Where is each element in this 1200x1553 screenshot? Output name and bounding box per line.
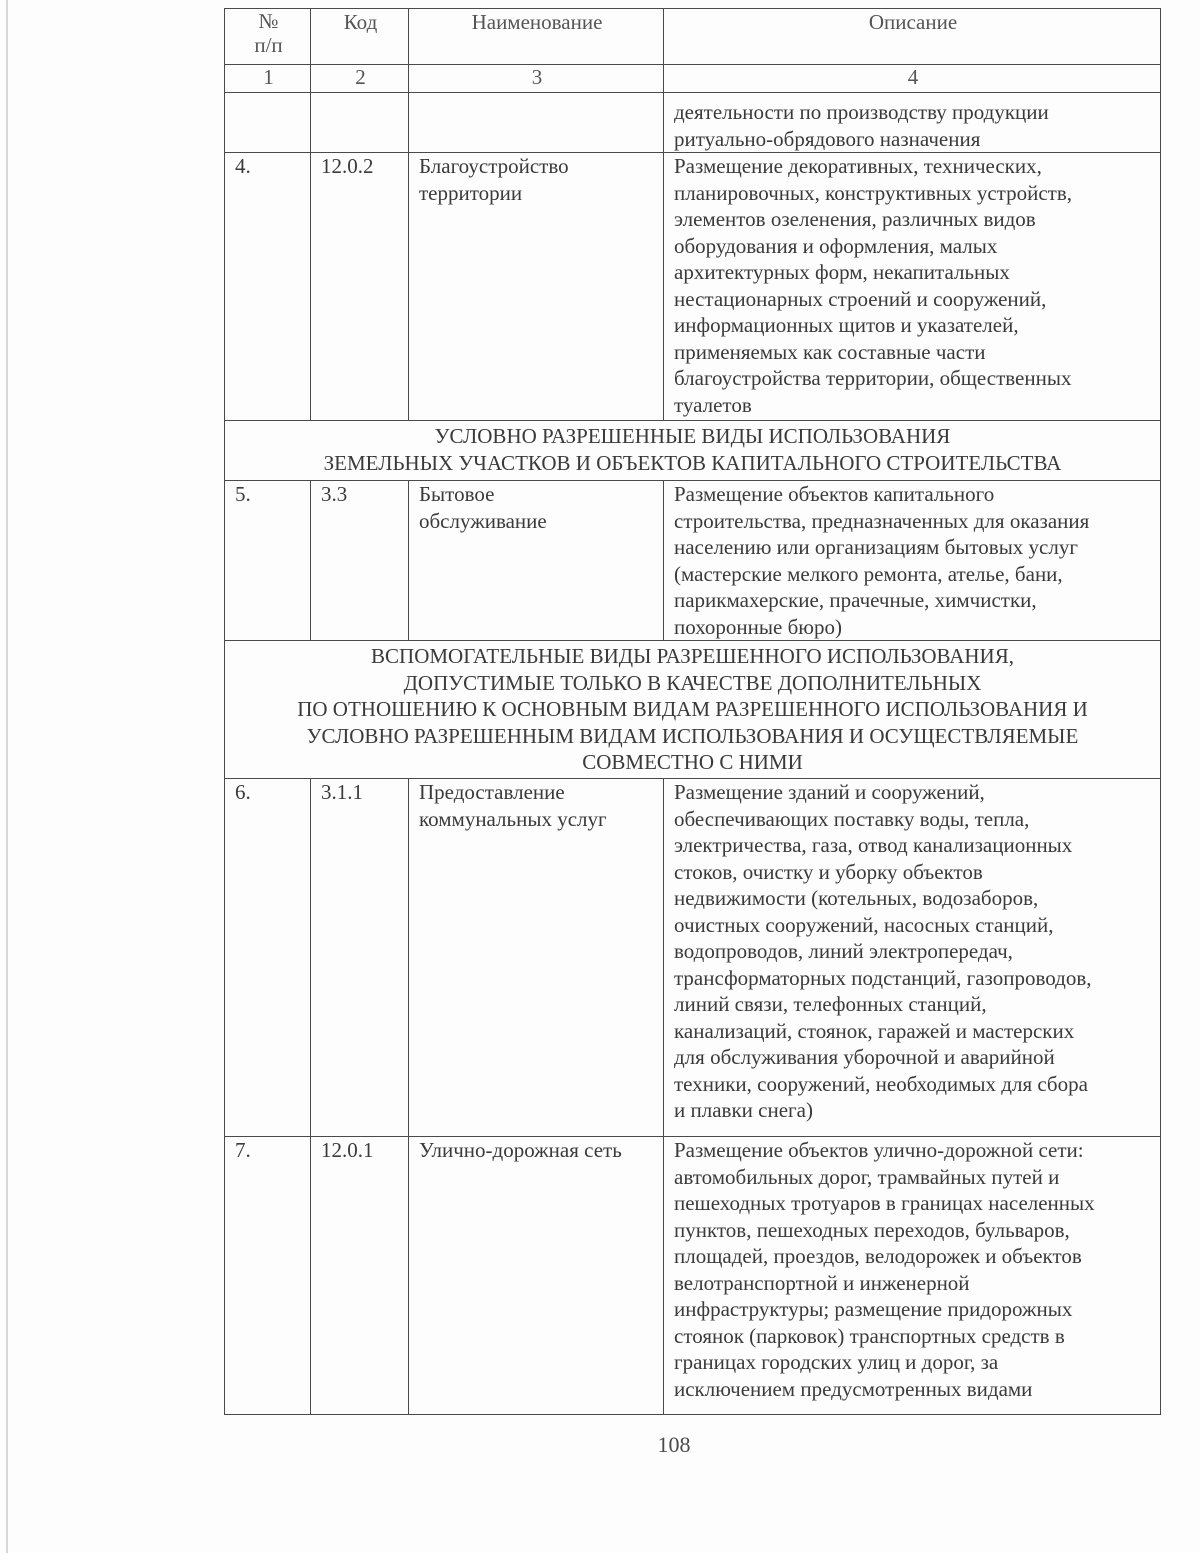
column-number: 4	[664, 65, 1161, 93]
column-number: 3	[409, 65, 664, 93]
page-number: 108	[657, 1432, 691, 1457]
row-code: 12.0.1	[311, 1137, 409, 1415]
row-name: Улично-дорожная сеть	[409, 1137, 664, 1415]
table-row-continuation	[225, 93, 1161, 153]
column-number: 1	[225, 65, 311, 93]
row-number: 4.	[225, 153, 311, 421]
table-row	[225, 153, 1161, 421]
section-heading-auxiliary: ВСПОМОГАТЕЛЬНЫЕ ВИДЫ РАЗРЕШЕННОГО ИСПОЛЬЗОВАНИЯ, ДОПУСТИМЫЕ ТОЛЬКО В КАЧЕСТВЕ ДОПОЛНИТЕЛЬНЫХ ПО ОТНОШЕНИЮ К ОСНОВНЫМ ВИДАМ РАЗРЕШЕННОГО ИСПОЛЬЗОВАНИЯ И УСЛОВНО РАЗРЕШЕННЫМ ВИДАМ ИСПОЛЬЗОВАНИЯ И ОСУЩЕСТВЛЯЕМЫЕ СОВМЕСТНО С НИМИ	[225, 641, 1161, 779]
row-code: 3.3	[311, 481, 409, 641]
section-heading-conditional: УСЛОВНО РАЗРЕШЕННЫЕ ВИДЫ ИСПОЛЬЗОВАНИЯ ЗЕМЕЛЬНЫХ УЧАСТКОВ И ОБЪЕКТОВ КАПИТАЛЬНОГО СТРОИТЕЛЬСТВА	[225, 421, 1161, 481]
row-code-cell	[311, 93, 409, 153]
row-description: Размещение объектов улично-дорожной сети: автомобильных дорог, трамвайных путей и пешеходных тротуаров в границах населенных пунктов, пешеходных переходов, бульваров, площадей, проездов, велодорожек и объектов велотранспортной и инженерной инфраструктуры; размещение придорожных стоянок (парковок) транспортных средств в границах городских улиц и дорог, за исключением предусмотренных видами	[664, 1137, 1161, 1415]
section-heading-row	[225, 421, 1161, 481]
row-code: 3.1.1	[311, 779, 409, 1137]
table-header-row	[225, 9, 1161, 65]
header-num: № п/п	[225, 9, 311, 65]
row-number: 6.	[225, 779, 311, 1137]
row-description: деятельности по производству продукции ритуально-обрядового назначения	[664, 93, 1161, 153]
row-name-cell	[409, 93, 664, 153]
row-name: Благоустройство территории	[409, 153, 664, 421]
table-row	[225, 1137, 1161, 1415]
row-description: Размещение декоративных, технических, планировочных, конструктивных устройств, элементов озеленения, различных видов оборудования и оформления, малых архитектурных форм, некапитальных нестационарных строений и сооружений, информационных щитов и указателей, применяемых как составные части благоустройства территории, общественных туалетов	[664, 153, 1161, 421]
table-row	[225, 481, 1161, 641]
row-name: Предоставление коммунальных услуг	[409, 779, 664, 1137]
row-number: 5.	[225, 481, 311, 641]
row-code: 12.0.2	[311, 153, 409, 421]
column-numbers-row	[225, 65, 1161, 93]
column-number: 2	[311, 65, 409, 93]
section-heading-row	[225, 641, 1161, 779]
land-use-table	[224, 8, 1161, 1415]
header-description: Описание	[664, 9, 1161, 65]
row-description: Размещение объектов капитального строительства, предназначенных для оказания населению или организациям бытовых услуг (мастерские мелкого ремонта, ателье, бани, парикмахерские, прачечные, химчистки, похоронные бюро)	[664, 481, 1161, 641]
row-num-cell	[225, 93, 311, 153]
scan-edge	[6, 0, 8, 1553]
header-name: Наименование	[409, 9, 664, 65]
row-description: Размещение зданий и сооружений, обеспечивающих поставку воды, тепла, электричества, газа, отвод канализационных стоков, очистку и уборку объектов недвижимости (котельных, водозаборов, очистных сооружений, насосных станций, водопроводов, линий электропередач, трансформаторных подстанций, газопроводов, линий связи, телефонных станций, канализаций, стоянок, гаражей и мастерских для обслуживания уборочной и аварийной техники, сооружений, необходимых для сбора и плавки снега)	[664, 779, 1161, 1137]
row-number: 7.	[225, 1137, 311, 1415]
row-name: Бытовое обслуживание	[409, 481, 664, 641]
table-row	[225, 779, 1161, 1137]
header-code: Код	[311, 9, 409, 65]
